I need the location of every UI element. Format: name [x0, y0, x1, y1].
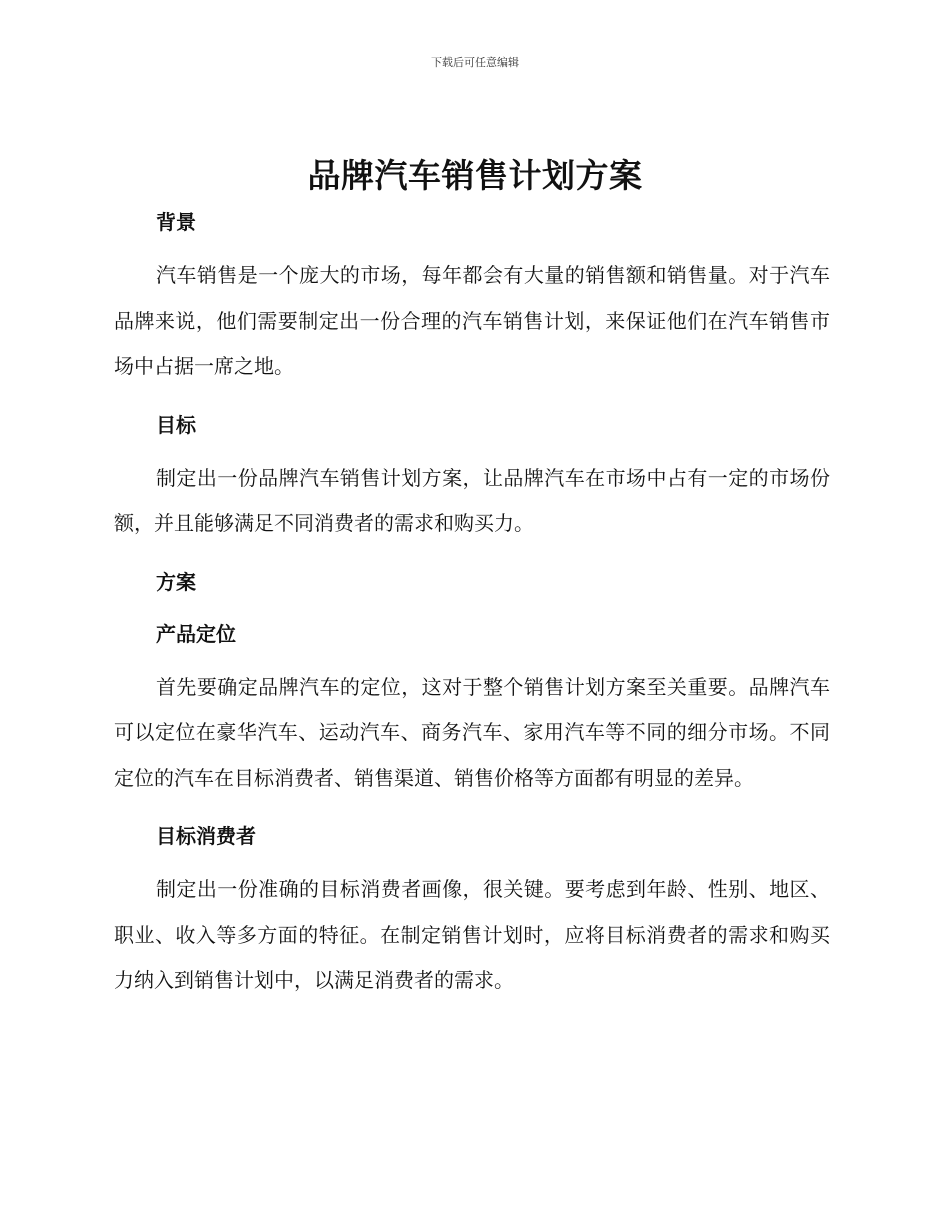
- paragraph-positioning: 首先要确定品牌汽车的定位，这对于整个销售计划方案至关重要。品牌汽车可以定位在豪华汽车、运动汽车、商务汽车、家用汽车等不同的细分市场。不同定位的汽车在目标消费者、销售渠道、销售价格等方面都有明显的差异。: [114, 674, 830, 790]
- section-heading-positioning: 产品定位: [156, 621, 236, 646]
- section-heading-goal: 目标: [156, 412, 196, 437]
- document-title: 品牌汽车销售计划方案: [307, 156, 643, 195]
- page-header: 下载后可任意编辑: [431, 56, 519, 69]
- paragraph-goal: 制定出一份品牌汽车销售计划方案，让品牌汽车在市场中占有一定的市场份额，并且能够满足不同消费者的需求和购买力。: [114, 465, 830, 535]
- section-heading-consumer: 目标消费者: [156, 824, 256, 848]
- paragraph-background: 汽车销售是一个庞大的市场，每年都会有大量的销售额和销售量。对于汽车品牌来说，他们需要制定出一份合理的汽车销售计划，来保证他们在汽车销售市场中占据一席之地。: [114, 263, 830, 378]
- paragraph-consumer: 制定出一份准确的目标消费者画像，很关键。要考虑到年龄、性别、地区、职业、收入等多方面的特征。在制定销售计划时，应将目标消费者的需求和购买力纳入到销售计划中，以满足消费者的需求。: [114, 877, 830, 992]
- section-heading-background: 背景: [156, 210, 196, 234]
- section-heading-plan: 方案: [156, 569, 196, 594]
- document-body: [114, 205, 830, 1004]
